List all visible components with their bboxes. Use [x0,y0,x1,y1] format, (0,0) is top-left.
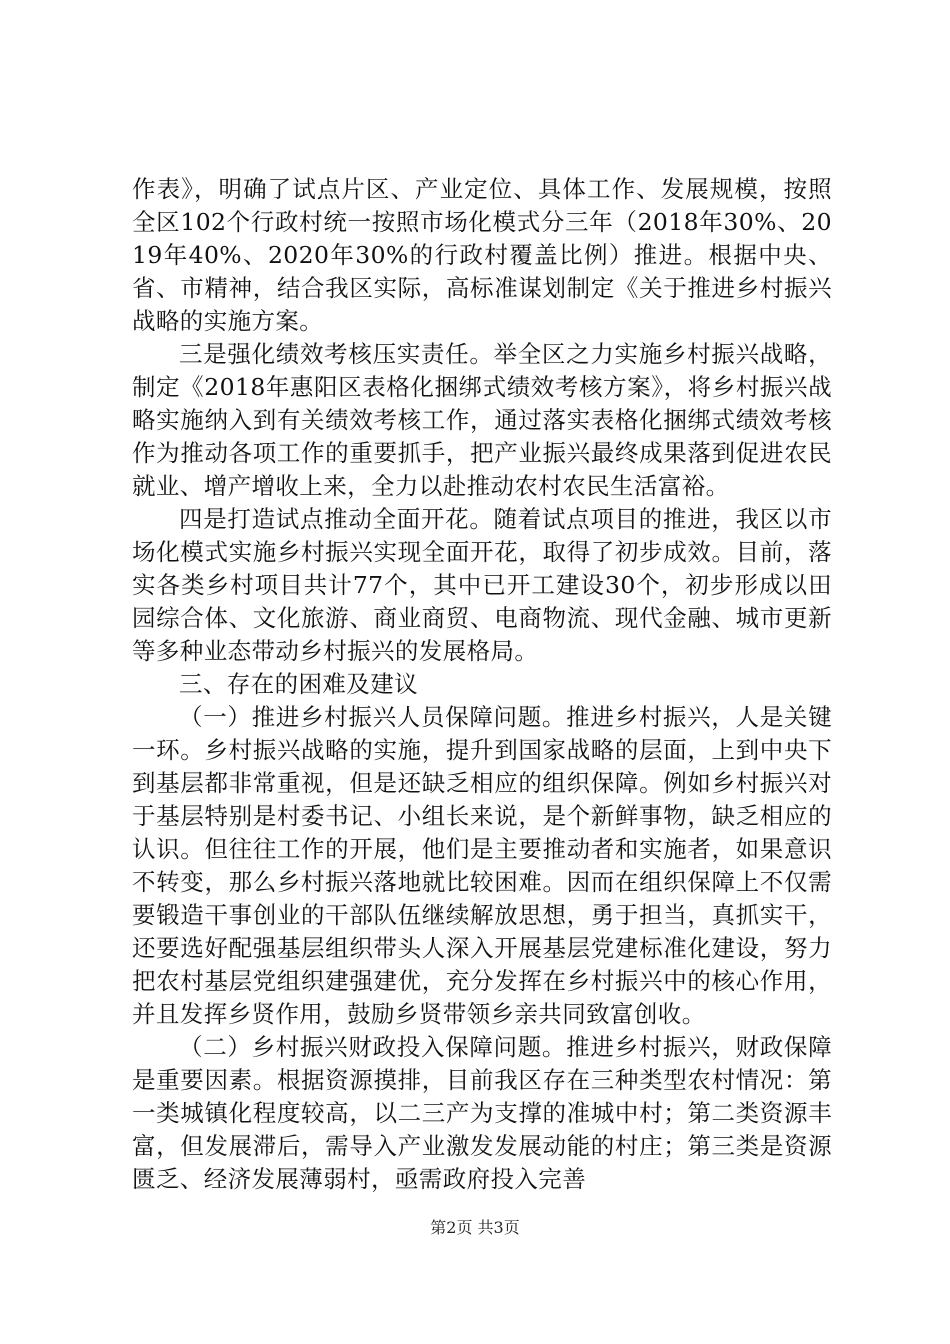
paragraph-personnel-guarantee: （一）推进乡村振兴人员保障问题。推进乡村振兴，人是关键一环。乡村振兴战略的实施，提升到国家战略的层面，上到中央下到基层都非常重视，但是还缺乏相应的组织保障。例如乡村振兴对于基层特别是村委书记、小组长来说，是个新鲜事物，缺乏相应的认识。但往往工作的开展，他们是主要推动者和实施者，如果意识不转变，那么乡村振兴落地就比较困难。因而在组织保障上不仅需要锻造干事创业的干部队伍继续解放思想，勇于担当，真抓实干，还要选好配强基层组织带头人深入开展基层党建标准化建设，努力把农村基层党组织建强建优，充分发挥在乡村振兴中的核心作用，并且发挥乡贤作用，鼓励乡贤带领乡亲共同致富创收。 [132,703,832,1028]
page-number-footer: 第2页 共3页 [430,1218,520,1237]
paragraph-pilot-projects: 四是打造试点推动全面开花。随着试点项目的推进，我区以市场化模式实施乡村振兴实现全面开花，取得了初步成效。目前，落实各类乡村项目共计77个，其中已开工建设30个，初步形成以田园综合体、文化旅游、商业商贸、电商物流、现代金融、城市更新等多种业态带动乡村振兴的发展格局。 [132,505,832,665]
paragraph-performance-assessment: 三是强化绩效考核压实责任。举全区之力实施乡村振兴战略，制定《2018年惠阳区表格化捆绑式绩效考核方案》，将乡村振兴战略实施纳入到有关绩效考核工作，通过落实表格化捆绑式绩效考核作为推动各项工作的重要抓手，把产业振兴最终成果落到促进农民就业、增产增收上来，全力以赴推动农村农民生活富裕。 [132,340,832,500]
paragraph-continuation: 作表》，明确了试点片区、产业定位、具体工作、发展规模，按照全区102个行政村统一按照市场化模式分三年（2018年30%、2019年40%、2020年30%的行政村覆盖比例）推进。根据中央、省、市精神，结合我区实际，高标准谋划制定《关于推进乡村振兴战略的实施方案。 [132,175,832,335]
section-heading-difficulties: 三、存在的困难及建议 [179,670,418,698]
document-body [132,173,832,1196]
paragraph-financial-guarantee: （二）乡村振兴财政投入保障问题。推进乡村振兴，财政保障是重要因素。根据资源摸排，目前我区存在三种类型农村情况：第一类城镇化程度较高，以二三产为支撑的准城中村；第二类资源丰富，但发展滞后，需导入产业激发发展动能的村庄；第三类是资源匮乏、经济发展薄弱村，亟需政府投入完善 [132,1033,832,1193]
